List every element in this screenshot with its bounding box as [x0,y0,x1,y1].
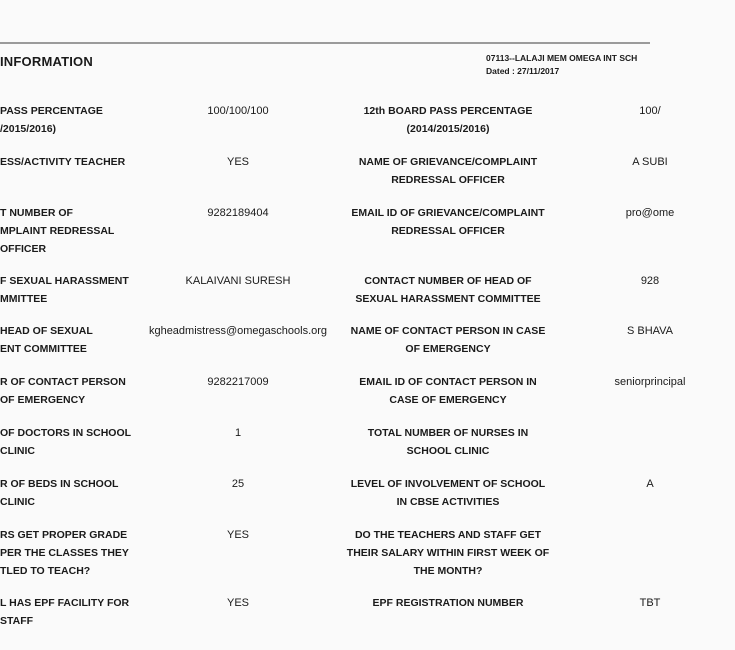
row-value-right: A [646,478,654,490]
row-label-right-line: CONTACT NUMBER OF HEAD OF [364,275,532,287]
row-label-left [0,424,150,460]
row-label-right-line: EPF REGISTRATION NUMBER [372,597,524,609]
dated-label: Dated : 27/11/2017 [486,66,560,76]
row-label-right-line: OF EMERGENCY [405,343,491,355]
row-label-left-line: MPLAINT REDRESSAL [0,225,115,237]
row-label-left-line: ENT COMMITTEE [0,343,87,355]
row-label-right [340,322,556,358]
row-value-left: KALAIVANI SURESH [185,275,291,287]
school-meta [486,52,637,78]
row-label-left-line: MMITTEE [0,293,48,305]
row-value-left: YES [226,529,249,541]
row-label-right-line: REDRESSAL OFFICER [391,174,505,186]
row-label-right-line: THEIR SALARY WITHIN FIRST WEEK OF [346,547,550,559]
row-label-right [340,475,556,511]
row-label-right-line: DO THE TEACHERS AND STAFF GET [354,529,542,541]
row-value-left: 9282217009 [207,376,269,388]
row-label-left-line: OF EMERGENCY [0,394,86,406]
row-label-left-line: OF DOCTORS IN SCHOOL [0,427,132,439]
row-label-right [340,204,556,240]
row-label-left-line: TLED TO TEACH? [0,565,91,577]
row-label-left-line: CLINIC [0,496,35,508]
row-label-right-line: TOTAL NUMBER OF NURSES IN [367,427,529,439]
row-label-left-line: RS GET PROPER GRADE [0,529,128,541]
row-label-right-line: EMAIL ID OF GRIEVANCE/COMPLAINT [351,207,545,219]
row-label-left [0,475,150,511]
row-label-left [0,153,150,171]
row-label-left-line: CLINIC [0,445,35,457]
row-label-right-line: (2014/2015/2016) [406,123,490,135]
row-value-left: 100/100/100 [207,105,269,117]
row-value-left: YES [226,156,249,168]
school-code-name: 07113--LALAJI MEM OMEGA INT SCH [486,53,638,63]
row-label-right-line: CASE OF EMERGENCY [389,394,507,406]
row-value-right: pro@ome [625,207,675,219]
row-value-right: seniorprincipal [614,376,686,388]
row-label-left [0,102,150,138]
row-label-left-line: /2015/2016) [0,123,57,135]
row-label-right-line: EMAIL ID OF CONTACT PERSON IN [359,376,537,388]
row-label-left [0,322,150,358]
row-label-right [340,526,556,580]
row-value-left: YES [226,597,249,609]
row-value-left: 9282189404 [207,207,269,219]
row-value-left: 1 [234,427,242,439]
row-label-right [340,594,556,612]
row-label-right-line: NAME OF CONTACT PERSON IN CASE [350,325,546,337]
row-label-right [340,373,556,409]
row-label-left [0,272,150,308]
row-label-right [340,102,556,138]
row-label-left-line: STAFF [0,615,34,627]
row-label-left-line: ESS/ACTIVITY TEACHER [0,156,126,168]
row-label-left-line: R OF CONTACT PERSON [0,376,126,388]
row-label-left-line: F SEXUAL HARASSMENT [0,275,129,287]
row-value-right: TBT [639,597,661,609]
row-label-right-line: 12th BOARD PASS PERCENTAGE [363,105,533,117]
row-label-right [340,272,556,308]
row-label-left [0,594,150,630]
row-label-left-line: OFFICER [0,243,47,255]
row-value-right: 100/ [639,105,661,117]
row-label-right-line: LEVEL OF INVOLVEMENT OF SCHOOL [350,478,546,490]
row-label-right-line: IN CBSE ACTIVITIES [396,496,500,508]
row-label-right-line: SCHOOL CLINIC [406,445,490,457]
page-title: INFORMATION [0,54,93,69]
row-label-left-line: PER THE CLASSES THEY [0,547,129,559]
row-label-left-line: T NUMBER OF [0,207,73,219]
row-value-right: 928 [640,275,660,287]
row-label-left [0,526,150,580]
row-value-left: 25 [231,478,245,490]
row-label-right-line: THE MONTH? [413,565,483,577]
row-label-right-line: NAME OF GRIEVANCE/COMPLAINT [358,156,538,168]
top-rule [0,42,650,44]
row-label-left-line: HEAD OF SEXUAL [0,325,93,337]
row-label-left [0,373,150,409]
row-value-left: kgheadmistress@omegaschools.org [148,325,328,337]
row-label-right [340,424,556,460]
row-label-right [340,153,556,189]
row-label-right-line: REDRESSAL OFFICER [391,225,505,237]
row-label-left-line: L HAS EPF FACILITY FOR [0,597,130,609]
row-label-right-line: SEXUAL HARASSMENT COMMITTEE [355,293,541,305]
row-value-right: S BHAVA [626,325,674,337]
row-label-left-line: R OF BEDS IN SCHOOL [0,478,119,490]
row-label-left-line: PASS PERCENTAGE [0,105,103,117]
row-label-left [0,204,150,258]
row-value-right: A SUBI [632,156,668,168]
